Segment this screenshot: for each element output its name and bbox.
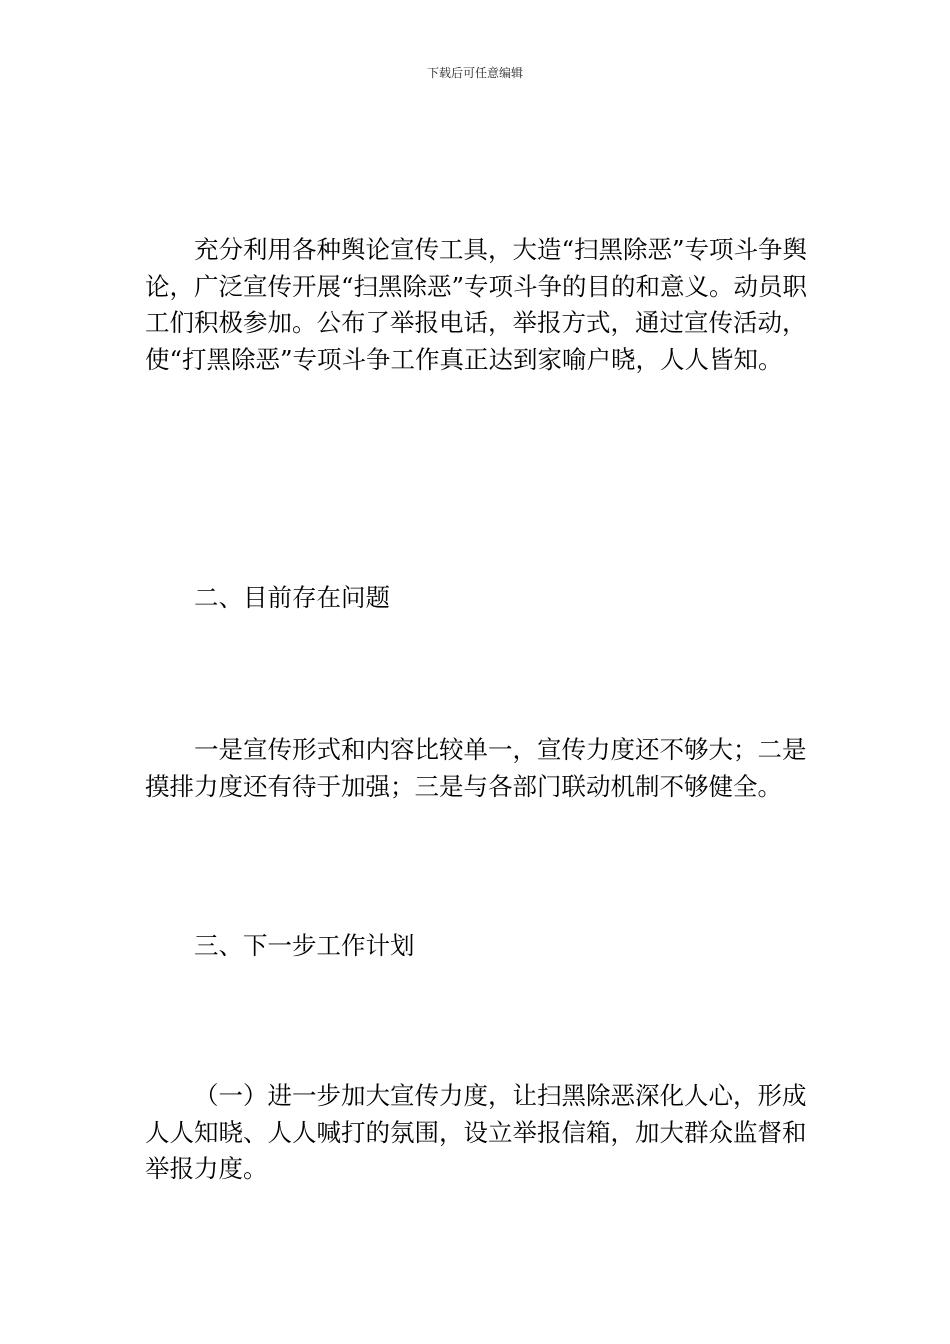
- body-paragraph-publicity: 充分利用各种舆论宣传工具，大造“扫黑除恶”专项斗争舆论，广泛宣传开展“扫黑除恶”专项斗争的目的和意义。动员职工们积极参加。公布了举报电话，举报方式，通过宣传活动，使“打黑除恶”专项斗争工作真正达到家喻户晓，人人皆知。: [145, 235, 808, 374]
- section-heading-next-plan: 三、下一步工作计划: [194, 931, 415, 960]
- body-paragraph-problems: 一是宣传形式和内容比较单一，宣传力度还不够大；二是摸排力度还有待于加强；三是与各部门联动机制不够健全。: [145, 735, 807, 801]
- page-header-note: 下载后可任意编辑: [426, 66, 523, 80]
- section-heading-current-problems: 二、目前存在问题: [194, 583, 390, 612]
- body-paragraph-plan-item-1: （一）进一步加大宣传力度，让扫黑除恶深化人心，形成人人知晓、人人喊打的氛围，设立举报信箱，加大群众监督和举报力度。: [145, 1081, 807, 1183]
